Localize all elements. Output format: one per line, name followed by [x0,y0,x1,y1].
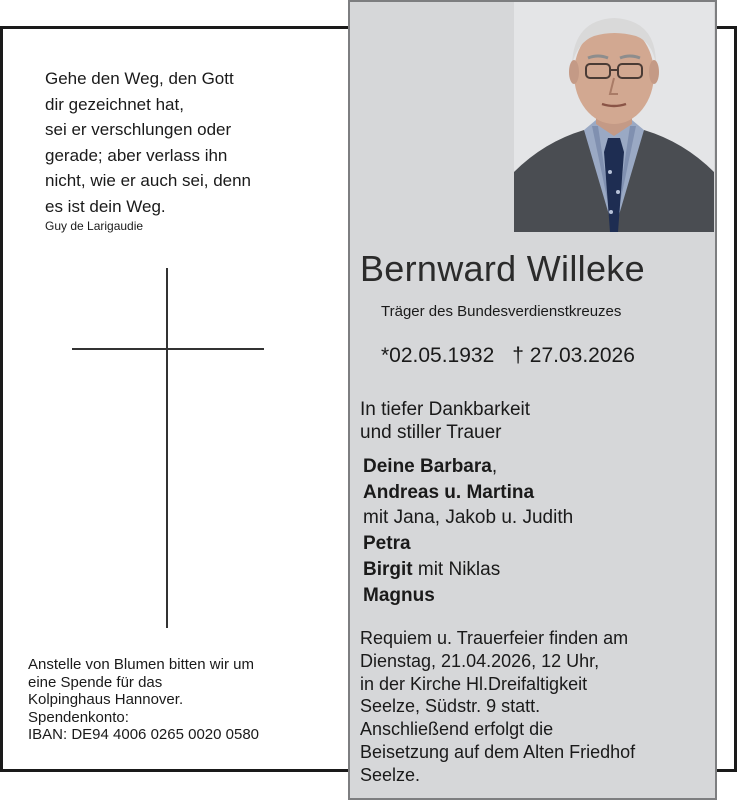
mourning-text [360,398,530,444]
family-row [363,557,573,583]
mourning-line: und stiller Trauer [360,422,502,443]
requiem-line: Seelze. [360,764,421,785]
donation-iban: IBAN: DE94 4006 0265 0020 0580 [28,726,260,743]
cross-icon [166,268,168,628]
portrait-illustration [514,2,714,232]
family-member: Petra [363,533,411,555]
death-date: † 27.03.2026 [512,344,635,367]
poem-line: es ist dein Weg. [45,196,166,216]
family-row [363,583,573,609]
family-row [363,531,573,557]
poem-author: Guy de Larigaudie [45,219,144,233]
poem-line: dir gezeichnet hat, [45,94,184,114]
portrait-photo [514,2,714,232]
donation-line: Anstelle von Blumen bitten wir um [28,656,254,673]
family-list [363,454,573,608]
life-dates [381,344,635,368]
donation-line: Spendenkonto: [28,708,129,726]
family-row [363,454,573,480]
mourning-line: In tiefer Dankbarkeit [360,399,531,420]
poem-line: nicht, wie er auch sei, denn [45,171,252,190]
poem [45,66,335,219]
requiem-line: Beisetzung auf dem Alten Friedhof [360,741,636,762]
family-suffix: , [491,456,498,477]
family-row [363,480,573,506]
poem-line: sei er verschlungen oder [45,120,232,139]
family-member: Magnus [363,584,435,606]
honor-title: Träger des Bundesverdienstkreuzes [381,303,622,320]
family-member: Birgit [363,558,413,580]
requiem-line: Anschließend erfolgt die [360,719,554,740]
family-member: Deine Barbara [363,456,492,477]
donation-line: eine Spende für das [28,673,163,691]
deceased-name: Bernward Willeke [360,248,645,289]
family-member: Andreas u. Martina [363,481,535,503]
family-row: mit Jana, Jakob u. Judith [363,507,574,529]
requiem-line: Dienstag, 21.04.2026, 12 Uhr, [360,650,600,671]
requiem-line: Seelze, Südstr. 9 statt. [360,696,541,717]
poem-line: gerade; aber verlass ihn [45,145,228,165]
cross-icon-bar [72,348,264,350]
family-suffix: mit Niklas [412,558,501,580]
requiem-info [360,627,635,787]
poem-line: Gehe den Weg, den Gott [45,69,234,88]
donation-line: Kolpinghaus Hannover. [28,691,184,708]
requiem-line: Requiem u. Trauerfeier finden am [360,628,629,648]
birth-date: *02.05.1932 [381,344,495,367]
donation-note [28,656,338,744]
requiem-line: in der Kirche Hl.Dreifaltigkeit [360,673,588,694]
